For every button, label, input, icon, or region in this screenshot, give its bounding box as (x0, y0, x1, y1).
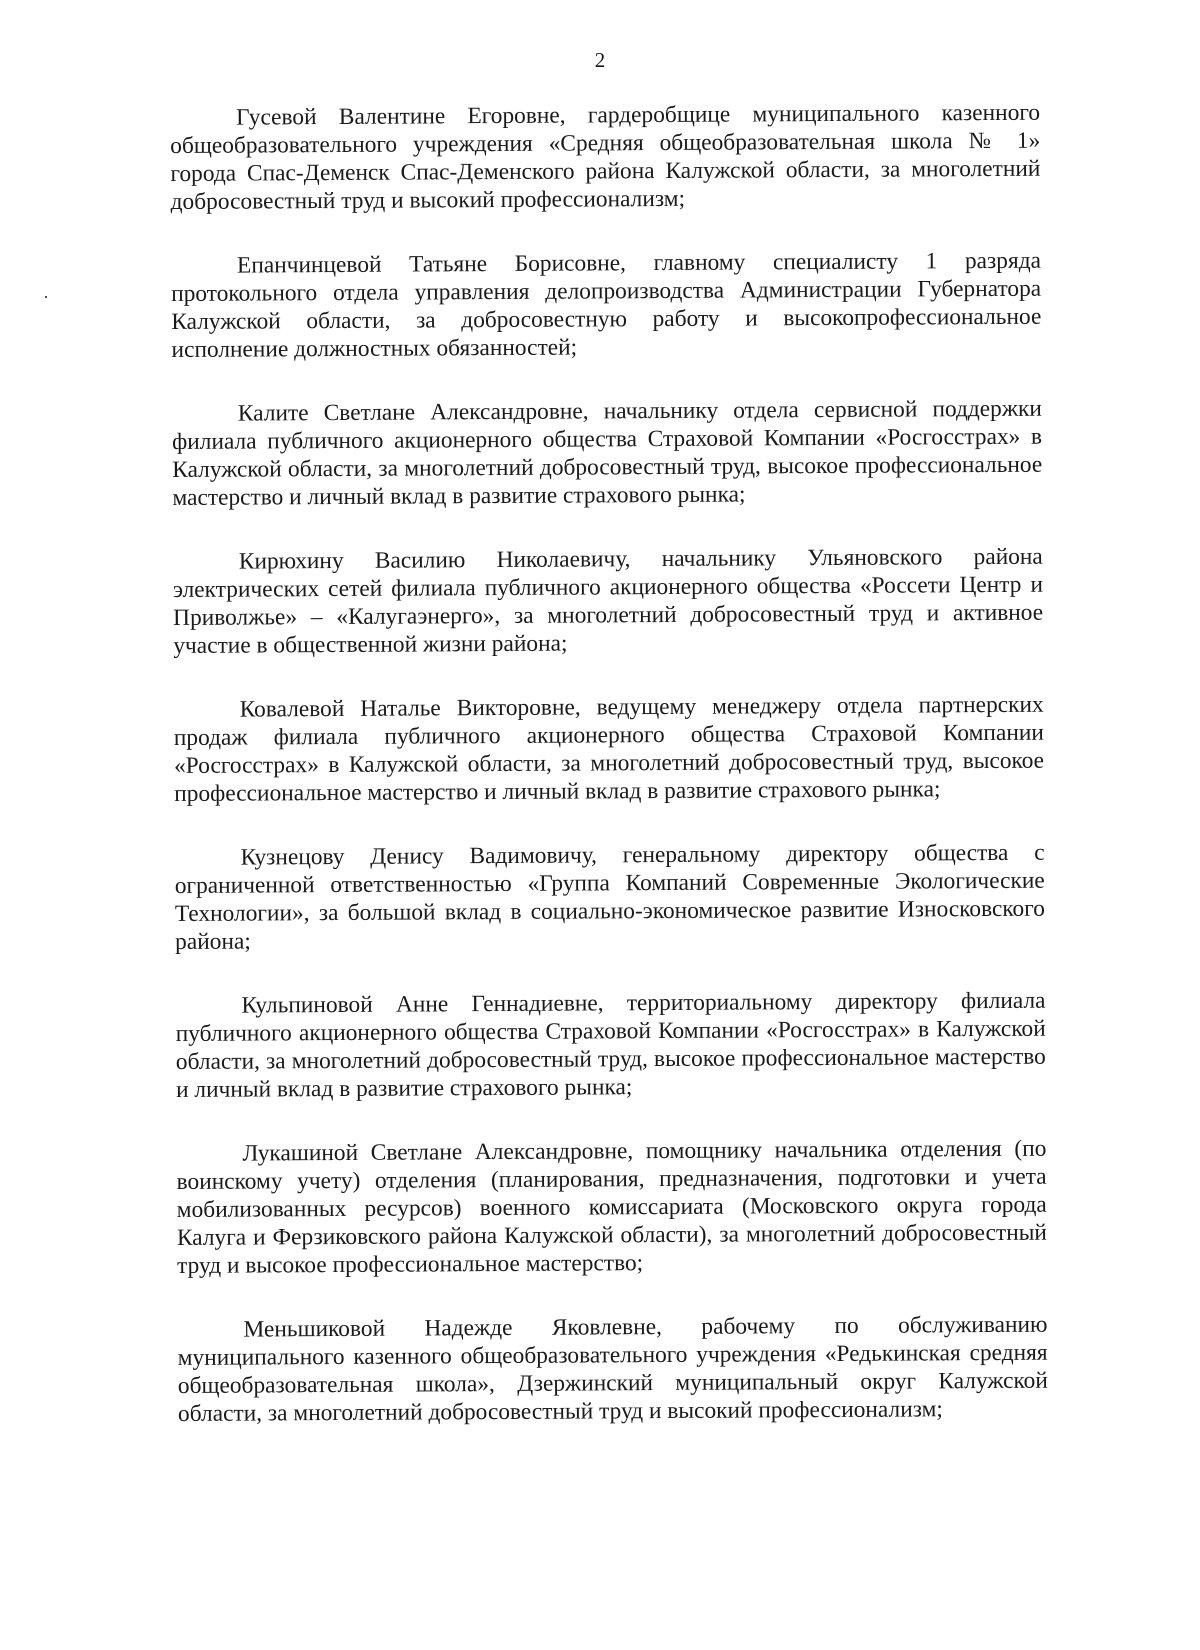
award-list (170, 99, 1048, 1428)
award-paragraph-lukashinoy: Лукашиной Светлане Александровне, помощнику начальника отделения (по воинскому учету) отделения (планирования, предназначения, подготовки и учета мобилизованных ресурсов) военного комиссариата (Московского округа города Калуга и Ферзиковского района Калужской области), за многолетний добросовестный труд и высокое профессиональное мастерство; (176, 1135, 1047, 1279)
scan-speck (45, 296, 47, 298)
page-number: 2 (594, 48, 606, 72)
award-paragraph-kovalevoy: Ковалевой Наталье Викторовне, ведущему менеджеру отдела партнерских продаж филиала публичного акционерного общества Страховой Компании «Росгосстрах» в Калужской области, за многолетний добросовестный труд, высокое профессиональное мастерство и личный вклад в развитие страхового рынка; (173, 691, 1045, 807)
award-paragraph-kiryukhinu: Кирюхину Василию Николаевичу, начальнику Ульяновского района электрических сетей филиала публичного акционерного общества «Россети Центр и Приволжье» – «Калугаэнерго», за многолетний добросовестный труд и активное участие в общественной жизни района; (172, 543, 1044, 659)
award-paragraph-kalite: Калите Светлане Александровне, начальнику отдела сервисной поддержки филиала публичного акционерного общества Страховой Компании «Росгосстрах» в Калужской области, за многолетний добросовестный труд, высокое профессиональное мастерство и личный вклад в развитие страхового рынка; (171, 395, 1043, 511)
award-paragraph-kulpinovoy: Кульпиновой Анне Геннадиевне, территориальному директору филиала публичного акционерного общества Страховой Компании «Росгосстрах» в Калужской области, за многолетний добросовестный труд, высокое профессиональное мастерство и личный вклад в развитие страхового рынка; (175, 987, 1046, 1103)
award-paragraph-epanchintsevoy: Епанчинцевой Татьяне Борисовне, главному специалисту 1 разряда протокольного отдела управления делопроизводства Администрации Губернатора Калужской области, за добросовестную работу и высокопрофессиональное исполнение должностных обязанностей; (171, 247, 1042, 363)
award-paragraph-menshikovoy: Меньшиковой Надежде Яковлевне, рабочему по обслуживанию муниципального казенного общеобразовательного учреждения «Редькинская средняя общеобразовательная школа», Дзержинский муниципальный округ Калужской области, за многолетний добросовестный труд и высокий профессионализм; (177, 1311, 1048, 1427)
award-paragraph-gusevoy: Гусевой Валентине Егоровне, гардеробщице муниципального казенного общеобразовательного учреждения «Средняя общеобразовательная школа № 1» города Спас-Деменск Спас-Деменского района Калужской области, за многолетний добросовестный труд и высокий профессионализм; (170, 99, 1041, 215)
award-paragraph-kuznetsovu: Кузнецову Денису Вадимовичу, генеральному директору общества с ограниченной ответственностью «Группа Компаний Современные Экологические Технологии», за большой вклад в социально-экономическое развитие Износковского района; (174, 839, 1046, 955)
